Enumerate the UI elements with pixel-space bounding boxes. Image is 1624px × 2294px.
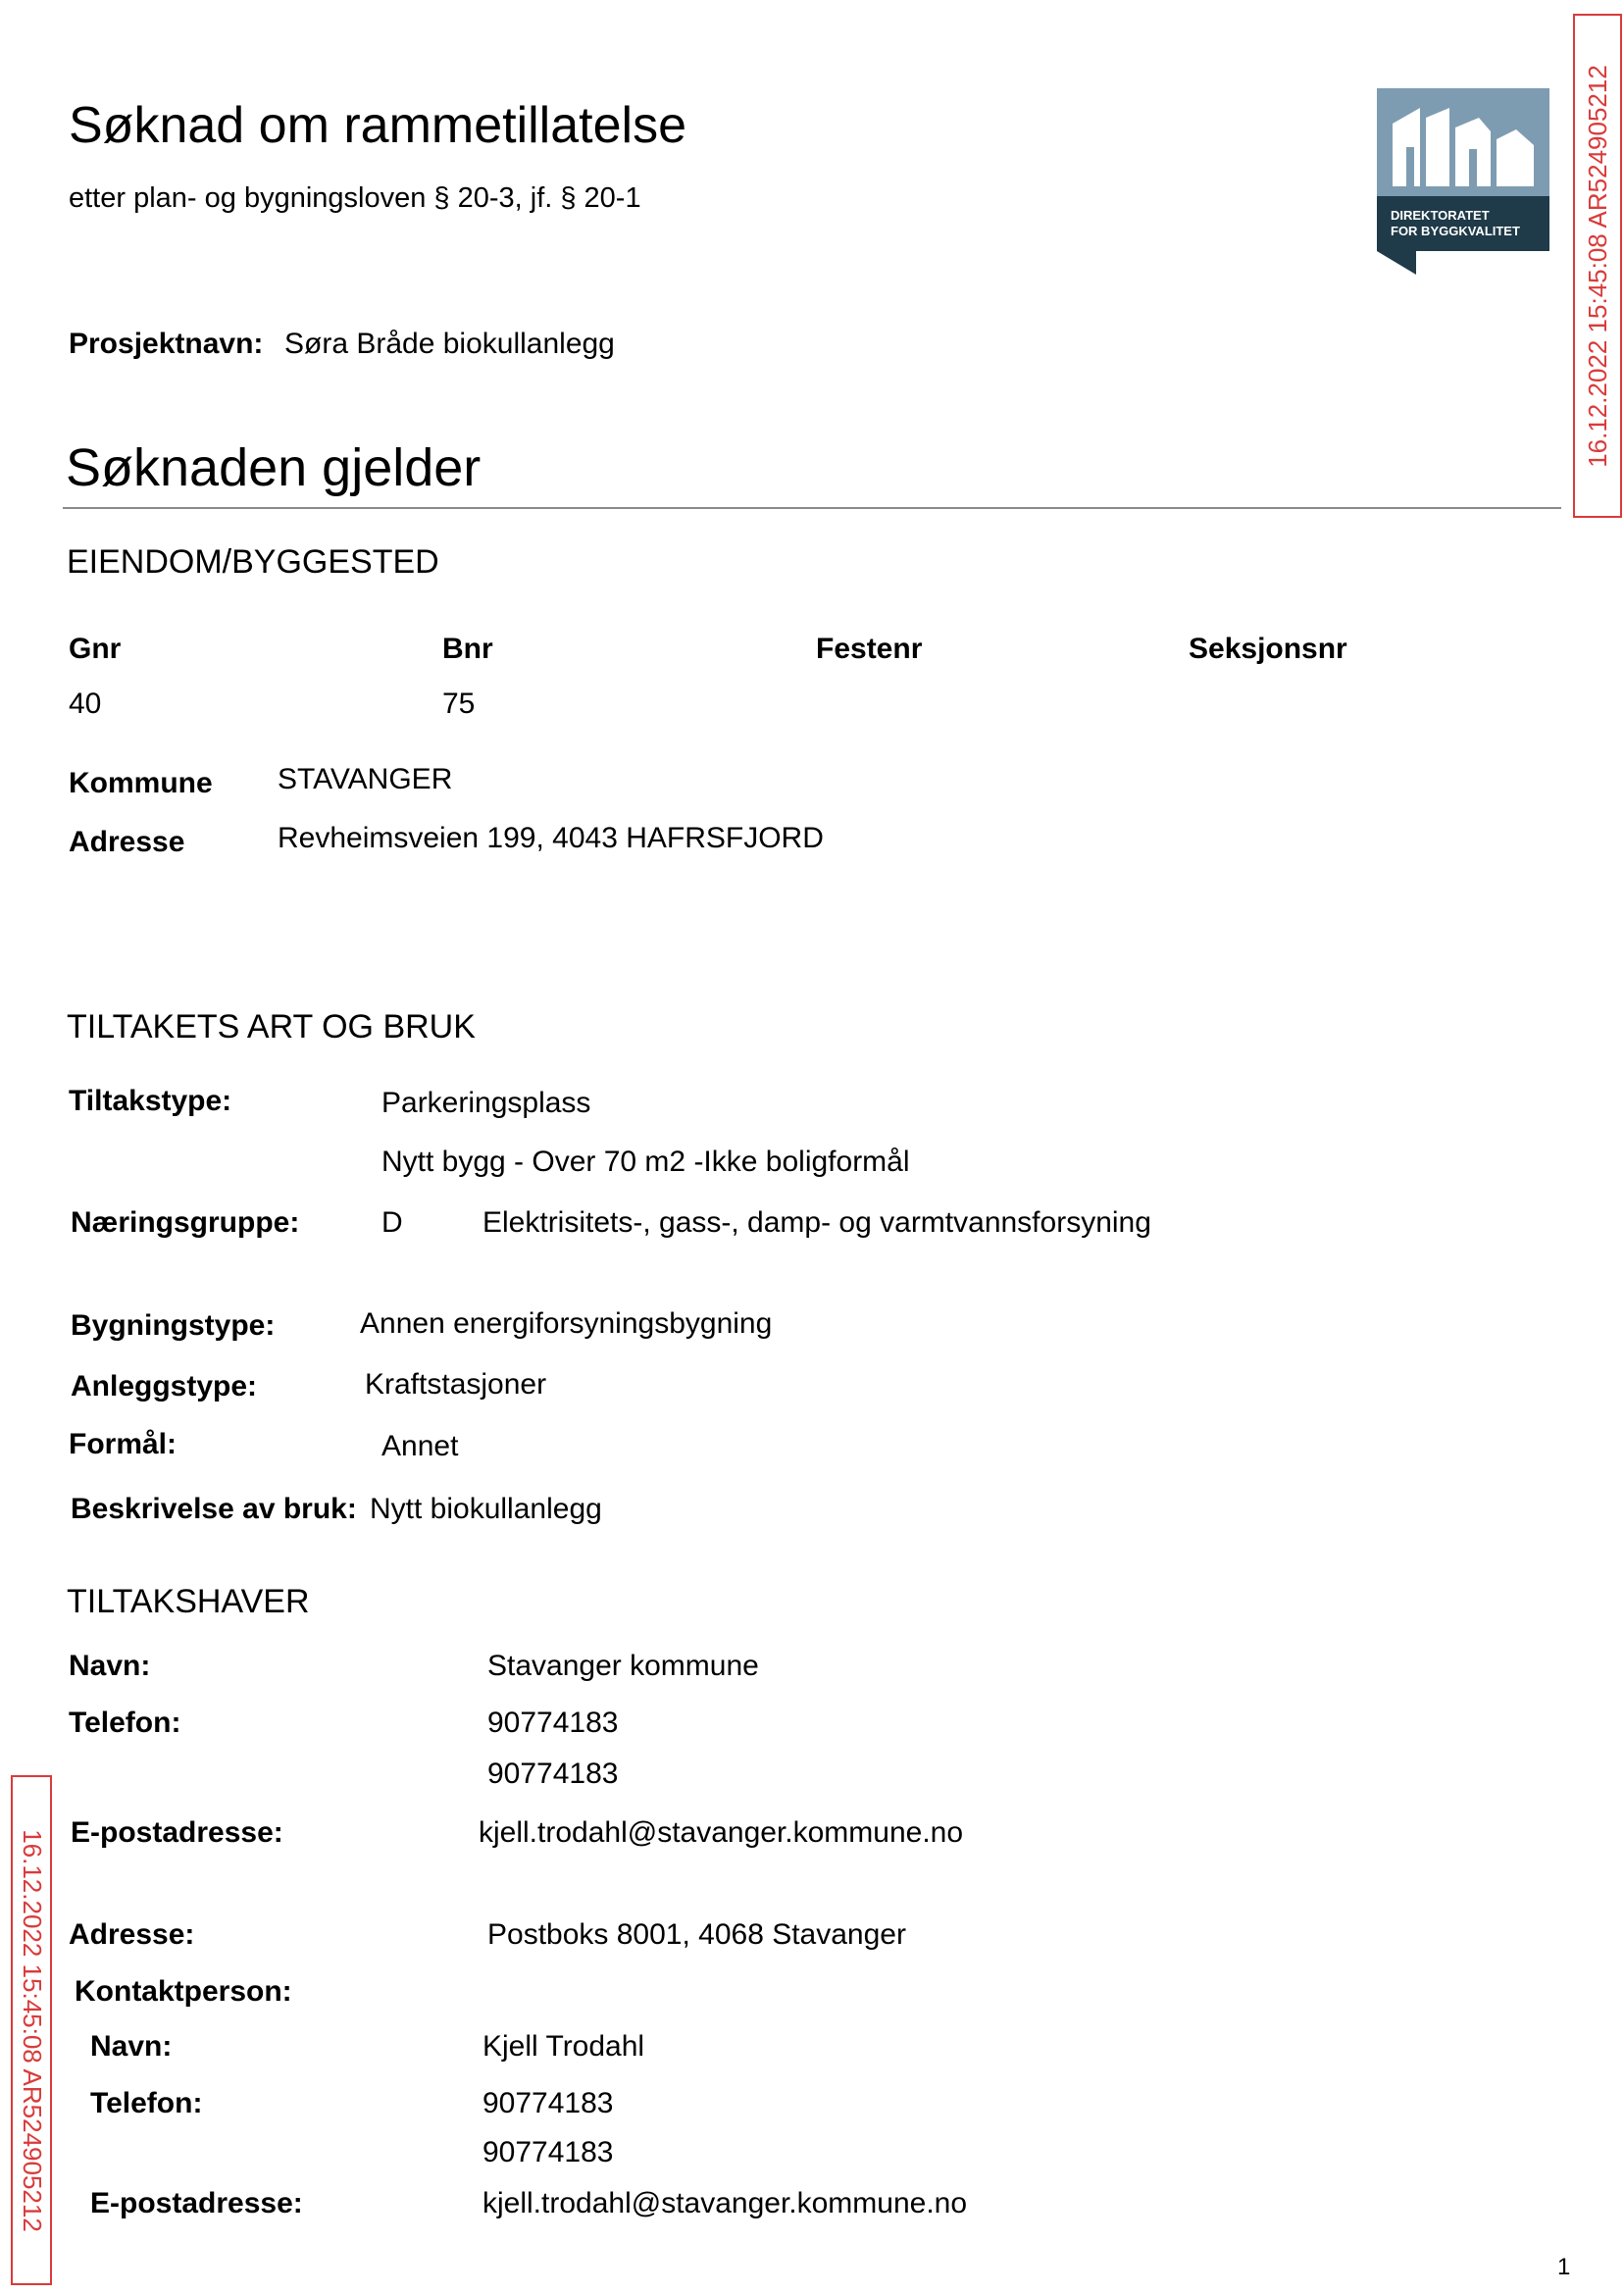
owner-navn-label: Navn: bbox=[69, 1650, 151, 1682]
owner-telefon-value-1: 90774183 bbox=[487, 1707, 619, 1739]
naeringsgruppe-value: Elektrisitets-, gass-, damp- og varmtvannsforsyning bbox=[482, 1206, 1151, 1239]
naeringsgruppe-label: Næringsgruppe: bbox=[71, 1206, 300, 1239]
logo-mark bbox=[1377, 88, 1549, 251]
bnr-value: 75 bbox=[442, 688, 476, 720]
dibk-logo bbox=[1377, 88, 1549, 275]
anleggstype-label: Anleggstype: bbox=[71, 1370, 258, 1402]
kontakt-navn-label: Navn: bbox=[90, 2030, 173, 2063]
naeringsgruppe-code: D bbox=[381, 1206, 403, 1239]
owner-epost-value: kjell.trodahl@stavanger.kommune.no bbox=[479, 1816, 964, 1849]
logo-text-line2: FOR BYGGKVALITET bbox=[1391, 224, 1520, 238]
kommune-label: Kommune bbox=[69, 767, 213, 799]
owner-telefon-label: Telefon: bbox=[69, 1707, 181, 1739]
column-header-gnr: Gnr bbox=[69, 633, 122, 665]
project-name: Søra Bråde biokullanlegg bbox=[284, 328, 615, 360]
archive-stamp-right bbox=[1573, 14, 1622, 518]
page-number: 1 bbox=[1557, 2254, 1571, 2280]
section-heading-measure: TILTAKETS ART OG BRUK bbox=[67, 1008, 476, 1045]
owner-epost-label: E-postadresse: bbox=[71, 1816, 283, 1849]
adresse-value: Revheimsveien 199, 4043 HAFRSFJORD bbox=[278, 822, 824, 854]
column-header-bnr: Bnr bbox=[442, 633, 493, 665]
archive-stamp-text: 16.12.2022 15:45:08 AR524905212 bbox=[1582, 64, 1612, 468]
project-label: Prosjektnavn: bbox=[69, 328, 264, 360]
kontakt-navn-value: Kjell Trodahl bbox=[482, 2030, 645, 2063]
tiltakstype-label: Tiltakstype: bbox=[69, 1085, 232, 1117]
page-subtitle: etter plan- og bygningsloven § 20-3, jf. § 20-1 bbox=[69, 182, 641, 214]
archive-stamp-text: 16.12.2022 15:45:08 AR524905212 bbox=[17, 1828, 47, 2232]
kontaktperson-label: Kontaktperson: bbox=[75, 1975, 292, 2008]
section-heading-application: Søknaden gjelder bbox=[66, 438, 482, 497]
anleggstype-value: Kraftstasjoner bbox=[365, 1368, 547, 1401]
logo-text bbox=[1391, 208, 1520, 239]
beskrivelse-value: Nytt biokullanlegg bbox=[370, 1493, 602, 1525]
bygningstype-label: Bygningstype: bbox=[71, 1309, 276, 1342]
logo-text-line1: DIREKTORATET bbox=[1391, 208, 1490, 223]
logo-tab-icon bbox=[1377, 251, 1416, 275]
section-heading-property: EIENDOM/BYGGESTED bbox=[67, 543, 439, 581]
logo-buildings-icon bbox=[1377, 88, 1549, 196]
kontakt-epost-label: E-postadresse: bbox=[90, 2187, 303, 2219]
owner-navn-value: Stavanger kommune bbox=[487, 1650, 759, 1682]
bygningstype-value: Annen energiforsyningsbygning bbox=[360, 1307, 773, 1340]
owner-adresse-label: Adresse: bbox=[69, 1918, 195, 1951]
section-heading-owner: TILTAKSHAVER bbox=[67, 1583, 310, 1620]
archive-stamp-left bbox=[11, 1775, 52, 2285]
owner-adresse-value: Postboks 8001, 4068 Stavanger bbox=[487, 1918, 906, 1951]
kontakt-epost-value: kjell.trodahl@stavanger.kommune.no bbox=[482, 2187, 968, 2219]
gnr-value: 40 bbox=[69, 688, 102, 720]
column-header-seksjonsnr: Seksjonsnr bbox=[1189, 633, 1347, 665]
formal-value: Annet bbox=[381, 1430, 459, 1462]
column-header-festenr: Festenr bbox=[816, 633, 923, 665]
kontakt-telefon-value-2: 90774183 bbox=[482, 2136, 614, 2168]
adresse-label: Adresse bbox=[69, 826, 185, 858]
tiltakstype-value-2: Nytt bygg - Over 70 m2 -Ikke boligformål bbox=[381, 1146, 910, 1178]
kontakt-telefon-value-1: 90774183 bbox=[482, 2087, 614, 2119]
kommune-value: STAVANGER bbox=[278, 763, 453, 795]
kontakt-telefon-label: Telefon: bbox=[90, 2087, 203, 2119]
owner-telefon-value-2: 90774183 bbox=[487, 1758, 619, 1790]
tiltakstype-value-1: Parkeringsplass bbox=[381, 1087, 591, 1119]
heading-divider bbox=[63, 507, 1561, 509]
page-title: Søknad om rammetillatelse bbox=[69, 97, 686, 154]
beskrivelse-label: Beskrivelse av bruk: bbox=[71, 1493, 357, 1525]
formal-label: Formål: bbox=[69, 1428, 178, 1460]
